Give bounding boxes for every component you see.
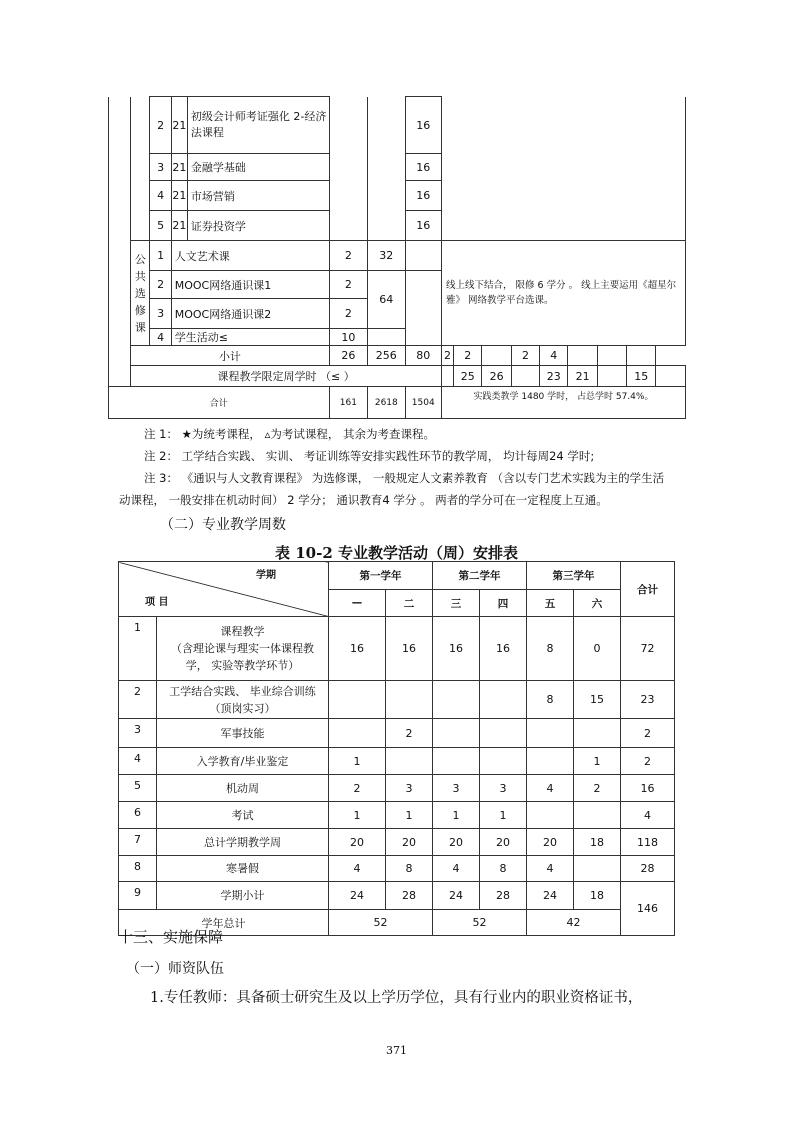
- table-row: [119, 748, 675, 775]
- semester-value: 4: [527, 856, 574, 882]
- header-row: [119, 562, 675, 590]
- semester-header: 二: [386, 590, 433, 617]
- row-number: 1: [150, 241, 171, 271]
- limit-row: [109, 366, 686, 387]
- row-total: 118: [621, 829, 675, 856]
- teachers-heading: （一）师资队伍: [126, 961, 224, 977]
- weekly-schedule-table: [118, 561, 675, 936]
- semester-header: 五: [527, 590, 574, 617]
- year-total-value: 42: [527, 910, 621, 936]
- corner-cell: [119, 562, 329, 617]
- row-number: 7: [119, 829, 157, 856]
- item-name: 入学教育/毕业鉴定: [157, 748, 329, 775]
- total-credits: 161: [329, 387, 367, 419]
- course-code: 21: [171, 97, 187, 154]
- subtotal-practice: 80: [405, 346, 441, 366]
- year-total-label: 学年总计: [119, 910, 329, 936]
- item-name: 寒暑假: [157, 856, 329, 882]
- semester-value: [433, 748, 480, 775]
- semester-value: 1: [574, 748, 621, 775]
- limit-week: 21: [568, 366, 597, 387]
- semester-value: 4: [527, 775, 574, 802]
- semester-value: [433, 681, 480, 719]
- table-row: [119, 856, 675, 882]
- row-number: 2: [150, 97, 171, 154]
- total-row: [109, 387, 686, 419]
- semester-value: [480, 748, 527, 775]
- subtotal-credits: 26: [329, 346, 367, 366]
- semester-value: 3: [433, 775, 480, 802]
- inner-group-cell: [131, 97, 150, 241]
- note-1: 注 1： ★为统考课程， ▵为考试课程， 其余为考查课程。: [144, 427, 436, 441]
- semester-value: [527, 802, 574, 829]
- subtotal-week: 2: [454, 346, 482, 366]
- row-number: 1: [119, 617, 157, 681]
- semester-value: [433, 719, 480, 748]
- row-number: 2: [150, 271, 171, 299]
- row-number: 5: [150, 211, 171, 241]
- row-number: 5: [119, 775, 157, 802]
- year-header: 第一学年: [329, 562, 433, 590]
- semester-value: 18: [574, 882, 621, 910]
- practice-hours: 16: [405, 97, 441, 154]
- weekly-schedule-body: [119, 562, 675, 936]
- table-row: [109, 241, 686, 271]
- semester-value: 1: [329, 802, 386, 829]
- row-number: 8: [119, 856, 157, 882]
- course-name: 市场营销: [187, 181, 329, 211]
- total-note: 实践类教学 1480 学时， 占总学时 57.4%。: [441, 387, 685, 419]
- subtotal-week: 2: [511, 346, 539, 366]
- course-code: 21: [171, 154, 187, 181]
- practice-hours: 16: [405, 211, 441, 241]
- note-2: 注 2： 工学结合实践、 实训、 考证训练等安排实践性环节的教学周， 均计每周24 学时;: [144, 449, 595, 463]
- semester-value: 28: [386, 882, 433, 910]
- table-row: [119, 829, 675, 856]
- semester-value: 16: [433, 617, 480, 681]
- semester-value: 2: [386, 719, 433, 748]
- practice-hours: 16: [405, 154, 441, 181]
- course-name: 初级会计师考证强化 2-经济法课程: [187, 97, 329, 154]
- row-number: 3: [150, 299, 171, 329]
- practice-hours: 16: [405, 181, 441, 211]
- semester-header: —: [329, 590, 386, 617]
- semester-header: 六: [574, 590, 621, 617]
- semester-value: 1: [480, 802, 527, 829]
- semester-value: 24: [329, 882, 386, 910]
- semester-value: 0: [574, 617, 621, 681]
- semester-header: 四: [480, 590, 527, 617]
- credits: 2: [329, 299, 367, 329]
- semester-value: 16: [386, 617, 433, 681]
- semester-value: 20: [329, 829, 386, 856]
- year-total-value: 52: [329, 910, 433, 936]
- semester-value: 16: [329, 617, 386, 681]
- semester-value: 8: [386, 856, 433, 882]
- table-row: [109, 97, 686, 154]
- course-name: 人文艺术课: [171, 241, 329, 271]
- course-name: 证券投资学: [187, 211, 329, 241]
- course-name: MOOC网络通识课2: [171, 299, 329, 329]
- row-number: 4: [150, 181, 171, 211]
- semester-value: [329, 681, 386, 719]
- subtotal-week: 2: [441, 346, 453, 366]
- public-elective-label: 公共选修课: [131, 241, 150, 346]
- row-total: 2: [621, 719, 675, 748]
- subtotal-week: [568, 346, 597, 366]
- hours: 32: [368, 241, 405, 271]
- semester-value: [574, 802, 621, 829]
- table-row: [119, 719, 675, 748]
- semester-value: 28: [480, 882, 527, 910]
- semester-value: [386, 748, 433, 775]
- subtotal-week: [482, 346, 511, 366]
- row-number: 4: [150, 329, 171, 346]
- credits: 2: [329, 241, 367, 271]
- year-total-value: 52: [433, 910, 527, 936]
- limit-label: 课程教学限定周学时 （≤ ）: [131, 366, 442, 387]
- semester-value: 4: [433, 856, 480, 882]
- semester-value: [386, 681, 433, 719]
- row-total: 72: [621, 617, 675, 681]
- semester-value: [480, 719, 527, 748]
- subtotal-week: 4: [540, 346, 568, 366]
- item-name: 总计学期教学周: [157, 829, 329, 856]
- semester-header: 三: [433, 590, 480, 617]
- subtotal-week: [627, 346, 656, 366]
- public-elective-note: 线上线下结合， 限修 6 学分 。 线上主要运用《超星尔雅》 网络教学平台选课。: [441, 241, 685, 346]
- semester-value: 2: [574, 775, 621, 802]
- semester-value: 15: [574, 681, 621, 719]
- row-number: 3: [150, 154, 171, 181]
- semester-value: 1: [433, 802, 480, 829]
- row-total: 4: [621, 802, 675, 829]
- semester-value: 3: [480, 775, 527, 802]
- hours: 64: [368, 271, 405, 329]
- hours-cell: [368, 97, 405, 241]
- row-number: 9: [119, 882, 157, 910]
- semester-value: 16: [480, 617, 527, 681]
- total-label: 合计: [109, 387, 330, 419]
- row-total: 28: [621, 856, 675, 882]
- semester-value: [527, 748, 574, 775]
- semester-value: [574, 719, 621, 748]
- paragraph-1: 1.专任教师：具备硕士研究生及以上学历学位，具有行业内的职业资格证书，: [150, 990, 643, 1006]
- page-number: 371: [386, 1044, 407, 1057]
- credits-cell: [329, 97, 367, 241]
- semester-value: [480, 681, 527, 719]
- row-number: 2: [119, 681, 157, 719]
- item-name: 机动周: [157, 775, 329, 802]
- course-schedule-table: [108, 96, 686, 419]
- item-name: 考试: [157, 802, 329, 829]
- semester-value: 8: [527, 681, 574, 719]
- semester-value: 20: [527, 829, 574, 856]
- row-number: 6: [119, 802, 157, 829]
- semester-value: 3: [386, 775, 433, 802]
- course-schedule-body: [109, 97, 686, 419]
- note-3: 注 3： 《通识与人文教育课程》 为选修课， 一般规定人文素养教育 （含以专门艺术实践为主的学生活: [144, 471, 665, 485]
- item-name: 课程教学 （含理论课与理实一体课程教学， 实验等教学环节）: [157, 617, 329, 681]
- corner-bottom-label: 项 目: [145, 597, 169, 608]
- semester-value: 20: [386, 829, 433, 856]
- corner-top-label: 学期: [256, 570, 276, 581]
- limit-week: [597, 366, 626, 387]
- course-code: 21: [171, 181, 187, 211]
- semester-value: 18: [574, 829, 621, 856]
- subtotal-week: [597, 346, 626, 366]
- limit-spacer: [441, 366, 453, 387]
- practice-hours: [405, 271, 441, 346]
- limit-week: [511, 366, 539, 387]
- total-practice: 1504: [405, 387, 441, 419]
- semester-value: 1: [386, 802, 433, 829]
- credits: 10: [329, 329, 367, 346]
- course-name: MOOC网络通识课1: [171, 271, 329, 299]
- grand-total: 146: [621, 882, 675, 936]
- subtotal-label: 小计: [131, 346, 329, 366]
- semester-value: [574, 856, 621, 882]
- item-name: 工学结合实践、 毕业综合训练 （顶岗实习）: [157, 681, 329, 719]
- course-name: 学生活动≤: [171, 329, 329, 346]
- item-name: 学期小计: [157, 882, 329, 910]
- limit-week: 25: [454, 366, 482, 387]
- row-number: 4: [119, 748, 157, 775]
- semester-value: [527, 719, 574, 748]
- year-header: 第二学年: [433, 562, 527, 590]
- subtotal-hours: 256: [368, 346, 405, 366]
- table-title: 表 10-2 专业教学活动（周）安排表: [275, 544, 518, 562]
- semester-value: 4: [329, 856, 386, 882]
- semester-value: [329, 719, 386, 748]
- semester-value: 24: [433, 882, 480, 910]
- semester-value: 20: [480, 829, 527, 856]
- semester-value: 2: [329, 775, 386, 802]
- semester-value: 1: [329, 748, 386, 775]
- semester-value: 8: [527, 617, 574, 681]
- credits: 2: [329, 271, 367, 299]
- row-total: 23: [621, 681, 675, 719]
- course-name: 金融学基础: [187, 154, 329, 181]
- course-code: 21: [171, 211, 187, 241]
- item-name: 军事技能: [157, 719, 329, 748]
- row-total: 16: [621, 775, 675, 802]
- table-row: [119, 681, 675, 719]
- note-3-continued: 动课程， 一般安排在机动时间） 2 学分； 通识教育4 学分 。 两者的学分可在一定程度上互通。: [119, 493, 608, 507]
- subtotal-row: [109, 346, 686, 366]
- limit-week: 15: [627, 366, 656, 387]
- hours: [368, 329, 405, 346]
- table-row: [119, 882, 675, 910]
- table-row: [119, 802, 675, 829]
- semester-value: 8: [480, 856, 527, 882]
- row-number: 3: [119, 719, 157, 748]
- semester-value: 20: [433, 829, 480, 856]
- limit-week: 23: [540, 366, 568, 387]
- limit-week: [656, 366, 686, 387]
- table-row: [119, 775, 675, 802]
- practice-hours: [405, 241, 441, 271]
- year-header: 第三学年: [527, 562, 621, 590]
- semester-value: 24: [527, 882, 574, 910]
- outer-group-cell: [109, 97, 131, 387]
- semester-cells: [441, 97, 685, 241]
- section-13-heading: 十三、实施保障: [118, 928, 224, 946]
- total-hours: 2618: [368, 387, 405, 419]
- total-header: 合计: [621, 562, 675, 617]
- section-heading: （二）专业教学周数: [160, 517, 286, 533]
- row-total: 2: [621, 748, 675, 775]
- table-row: [119, 617, 675, 681]
- limit-week: 26: [482, 366, 511, 387]
